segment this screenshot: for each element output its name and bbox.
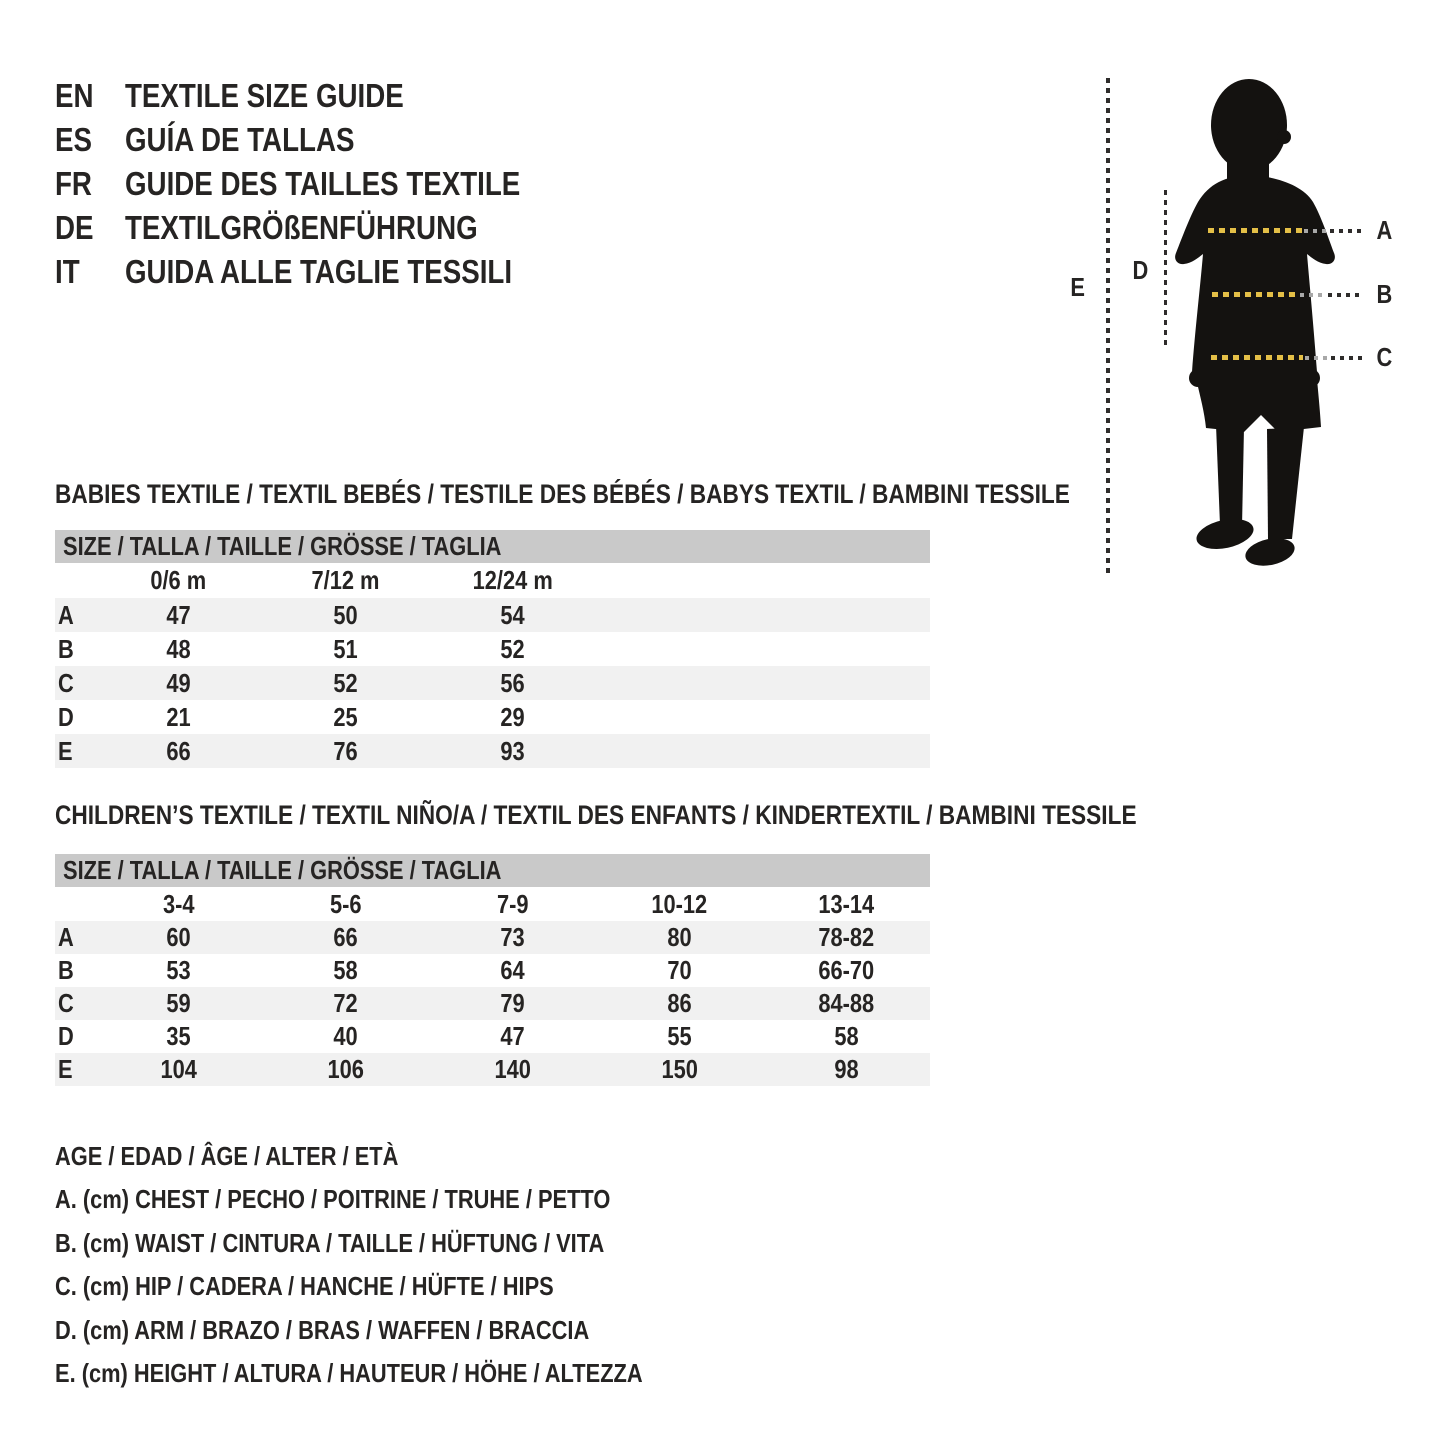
- measure-row-label: B: [58, 955, 74, 985]
- table-row: [55, 954, 930, 987]
- silhouette-shirt: [1175, 175, 1335, 372]
- size-value-cell: [596, 632, 763, 666]
- language-row: [55, 162, 596, 206]
- size-value-cell: 60: [166, 922, 191, 952]
- measure-row-label: A: [58, 600, 74, 630]
- language-row: [55, 206, 596, 250]
- size-value-cell: 66: [333, 922, 358, 952]
- size-column-header: [596, 563, 763, 598]
- size-value-cell: 79: [500, 988, 525, 1018]
- size-column-header: [763, 563, 930, 598]
- size-value-cell: [596, 666, 763, 700]
- size-value-cell: 56: [500, 668, 525, 698]
- table-row: [55, 921, 930, 954]
- size-value-cell: [763, 632, 930, 666]
- size-value-cell: 72: [333, 988, 358, 1018]
- language-row: [55, 118, 596, 162]
- silhouette-left-leg: [1216, 425, 1244, 527]
- size-value-cell: 64: [500, 955, 525, 985]
- table-row: [55, 598, 930, 632]
- babies-size-table: [55, 530, 930, 768]
- size-value-cell: [596, 734, 763, 768]
- waist-measure-line: [1212, 292, 1298, 297]
- size-value-cell: [763, 734, 930, 768]
- height-label: E: [1070, 272, 1086, 302]
- hip-measure-leader: [1331, 356, 1362, 360]
- size-column-header: 3-4: [162, 889, 195, 919]
- size-value-cell: [763, 666, 930, 700]
- size-value-cell: [596, 598, 763, 632]
- language-block: [55, 74, 596, 294]
- language-code: DE: [55, 209, 94, 246]
- waist-measure-line-fade: [1300, 293, 1326, 297]
- size-value-cell: 58: [333, 955, 358, 985]
- measure-row-label: D: [58, 1021, 74, 1051]
- size-value-cell: [596, 700, 763, 734]
- legend-line: E. (cm) HEIGHT / ALTURA / HAUTEUR / HÖHE / ALTEZZA: [55, 1357, 643, 1388]
- measure-row-label: B: [58, 634, 74, 664]
- size-value-cell: 54: [500, 600, 525, 630]
- size-value-cell: 52: [500, 634, 525, 664]
- language-title: GUIDA ALLE TAGLIE TESSILI: [125, 253, 513, 290]
- language-code: EN: [55, 77, 94, 114]
- size-value-cell: 21: [166, 702, 191, 732]
- table-row: [55, 734, 930, 768]
- legend-block: [55, 1135, 755, 1395]
- size-column-header: 13-14: [818, 889, 875, 919]
- size-column-header: 10-12: [651, 889, 708, 919]
- size-value-cell: 53: [166, 955, 191, 985]
- legend-line: A. (cm) CHEST / PECHO / POITRINE / TRUHE / PETTO: [55, 1184, 611, 1215]
- size-column-header: 7/12 m: [311, 565, 380, 595]
- size-header-bar: SIZE / TALLA / TAILLE / GRÖSSE / TAGLIA: [55, 530, 930, 563]
- size-value-cell: [763, 598, 930, 632]
- column-header-row: [55, 563, 930, 598]
- size-value-cell: 40: [333, 1021, 358, 1051]
- language-code: FR: [55, 165, 92, 202]
- measure-row-label: E: [58, 1054, 73, 1084]
- size-value-cell: 106: [327, 1054, 364, 1084]
- size-value-cell: 98: [834, 1054, 859, 1084]
- hip-label: C: [1376, 342, 1392, 372]
- chest-measure-leader: [1330, 229, 1362, 233]
- chest-measure-line-fade: [1304, 229, 1328, 233]
- table-row: [55, 1020, 930, 1053]
- legend-line: AGE / EDAD / ÂGE / ALTER / ETÀ: [55, 1141, 399, 1171]
- silhouette-shorts: [1194, 369, 1321, 432]
- column-header-row: [55, 887, 930, 921]
- size-value-cell: 150: [661, 1054, 698, 1084]
- size-value-cell: 66-70: [818, 955, 875, 985]
- language-title: GUIDE DES TAILLES TEXTILE: [125, 165, 521, 202]
- measure-row-label: C: [58, 988, 74, 1018]
- size-value-cell: 70: [667, 955, 692, 985]
- size-value-cell: 50: [333, 600, 358, 630]
- size-value-cell: 55: [667, 1021, 692, 1051]
- table-row: [55, 987, 930, 1020]
- silhouette-left-shoe: [1194, 514, 1257, 553]
- measure-row-label: C: [58, 668, 74, 698]
- language-title: GUÍA DE TALLAS: [125, 121, 355, 158]
- legend-line: D. (cm) ARM / BRAZO / BRAS / WAFFEN / BRACCIA: [55, 1314, 590, 1345]
- size-value-cell: 76: [333, 736, 358, 766]
- size-value-cell: 93: [500, 736, 525, 766]
- corner-cell: [55, 563, 95, 598]
- language-code: ES: [55, 121, 92, 158]
- chest-label: A: [1376, 215, 1392, 245]
- size-header-bar: SIZE / TALLA / TAILLE / GRÖSSE / TAGLIA: [55, 854, 930, 887]
- legend-line: C. (cm) HIP / CADERA / HANCHE / HÜFTE / HIPS: [55, 1271, 554, 1302]
- size-value-cell: 84-88: [818, 988, 875, 1018]
- size-column-header: 5-6: [329, 889, 362, 919]
- waist-label: B: [1376, 279, 1392, 309]
- size-value-cell: 80: [667, 922, 692, 952]
- language-title: TEXTILGRÖßENFÜHRUNG: [125, 209, 478, 246]
- size-value-cell: 48: [166, 634, 191, 664]
- children-size-table: [55, 854, 930, 1086]
- measure-row-label: E: [58, 736, 73, 766]
- table-row: [55, 1053, 930, 1086]
- language-code: IT: [55, 253, 80, 290]
- size-value-cell: 66: [166, 736, 191, 766]
- size-value-cell: 78-82: [818, 922, 875, 952]
- size-value-cell: 47: [500, 1021, 525, 1051]
- measure-row-label: A: [58, 922, 74, 952]
- size-value-cell: 52: [333, 668, 358, 698]
- size-value-cell: 104: [160, 1054, 197, 1084]
- size-value-cell: 47: [166, 600, 191, 630]
- chest-measure-line: [1208, 228, 1302, 233]
- language-title: TEXTILE SIZE GUIDE: [125, 77, 404, 114]
- size-value-cell: 58: [834, 1021, 859, 1051]
- table-row: [55, 632, 930, 666]
- size-value-cell: 73: [500, 922, 525, 952]
- hip-measure-line: [1211, 355, 1303, 360]
- size-column-header: 0/6 m: [150, 565, 207, 595]
- size-value-cell: 35: [166, 1021, 191, 1051]
- table-row: [55, 666, 930, 700]
- babies-section-title: BABIES TEXTILE / TEXTIL BEBÉS / TESTILE DES BÉBÉS / BABYS TEXTIL / BAMBINI TESSILE: [55, 479, 1070, 509]
- arm-label: D: [1132, 255, 1148, 285]
- size-value-cell: 59: [166, 988, 191, 1018]
- silhouette-right-leg: [1267, 427, 1304, 539]
- size-value-cell: 140: [494, 1054, 531, 1084]
- size-value-cell: [763, 700, 930, 734]
- hip-measure-line-fade: [1305, 356, 1329, 360]
- table-row: [55, 700, 930, 734]
- size-column-header: 7-9: [496, 889, 529, 919]
- size-value-cell: 86: [667, 988, 692, 1018]
- size-value-cell: 49: [166, 668, 191, 698]
- waist-measure-leader: [1328, 293, 1362, 297]
- size-value-cell: 29: [500, 702, 525, 732]
- size-column-header: 12/24 m: [472, 565, 553, 595]
- measure-row-label: D: [58, 702, 74, 732]
- children-section-title: CHILDREN’S TEXTILE / TEXTIL NIÑO/A / TEXTIL DES ENFANTS / KINDERTEXTIL / BAMBINI TESSILE: [55, 800, 1137, 830]
- size-value-cell: 25: [333, 702, 358, 732]
- language-row: [55, 74, 596, 118]
- size-value-cell: 51: [333, 634, 358, 664]
- language-row: [55, 250, 596, 294]
- silhouette-right-shoe: [1243, 534, 1297, 570]
- corner-cell: [55, 887, 95, 921]
- legend-line: B. (cm) WAIST / CINTURA / TAILLE / HÜFTUNG / VITA: [55, 1227, 605, 1258]
